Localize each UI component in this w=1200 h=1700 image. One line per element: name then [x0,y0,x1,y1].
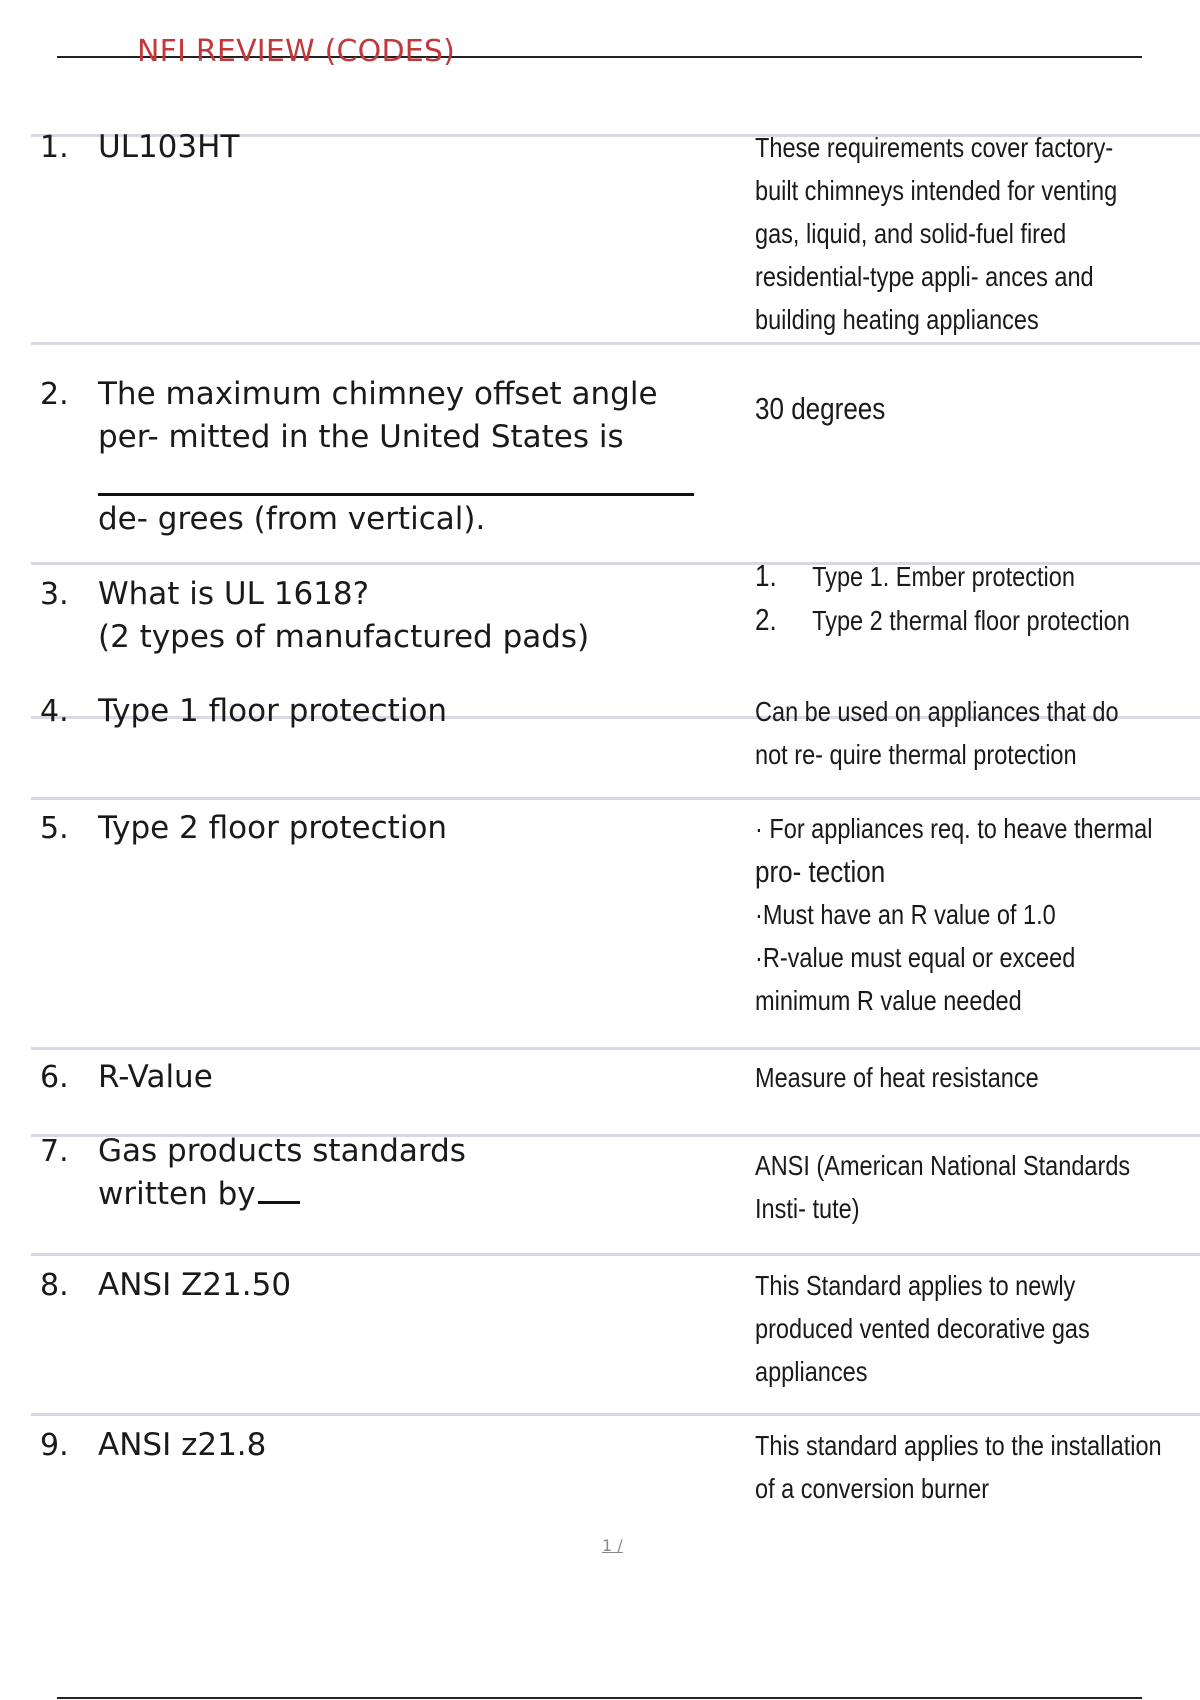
question-number: 9. [40,1428,69,1463]
question-number: 6. [40,1060,69,1095]
question-text: UL103HT [98,129,240,165]
question-number: 3. [40,577,69,612]
answer-text: These requirements cover factory- built chimneys intended for venting gas, liquid, and solid-fuel fired residential-type appli- ances and building heating appliances [755,132,1118,335]
question-tail: de- grees (from vertical). [98,501,486,537]
question-text: ANSI z21.8 [98,1427,267,1463]
row-divider [31,1047,1200,1050]
question-text: Gas products standards written by [98,1133,466,1212]
answer-text: ANSI (American National Standards Insti- tute) [755,1150,1131,1224]
question-number: 4. [40,694,69,729]
row-divider [31,797,1200,800]
question-number: 2. [40,377,69,412]
page-number: 1 / [602,1536,623,1555]
question-text: Type 2 floor protection [98,810,448,846]
row-divider [31,1413,1200,1416]
answer-text: 30 degrees [755,391,886,426]
question-text: What is UL 1618? (2 types of manufactured pads) [98,576,590,655]
question-number: 8. [40,1268,69,1303]
row-divider [31,342,1200,345]
answer-text: This standard applies to the installation of a conversion burner [755,1430,1162,1504]
answer-list-item: 2. Type 2 thermal floor protection [755,602,1130,637]
blank-underline [258,1201,300,1204]
question-text: Type 1 floor protection [98,693,448,729]
footer-rule [57,1697,1142,1699]
page-title: NFI REVIEW (CODES) [137,34,456,69]
question-number: 5. [40,811,69,846]
question-text: ANSI Z21.50 [98,1267,292,1303]
answer-text: Can be used on appliances that do not re- quire thermal protection [755,696,1119,770]
fill-in-blank-line [98,493,694,496]
answer-list-item: 1. Type 1. Ember protection [755,558,1075,593]
question-text: R-Value [98,1059,213,1095]
answer-text: · For appliances req. to heave thermal pro- tection ·Must have an R value of 1.0 ·R-value must equal or exceed minimum R value needed [755,813,1153,1016]
answer-text: Measure of heat resistance [755,1062,1039,1093]
question-number: 1. [40,130,69,165]
question-number: 7. [40,1134,69,1169]
answer-text: This Standard applies to newly produced vented decorative gas appliances [755,1270,1090,1387]
answer-list [755,554,1180,642]
row-divider [31,1253,1200,1256]
question-text: The maximum chimney offset angle per- mitted in the United States is [98,376,658,455]
